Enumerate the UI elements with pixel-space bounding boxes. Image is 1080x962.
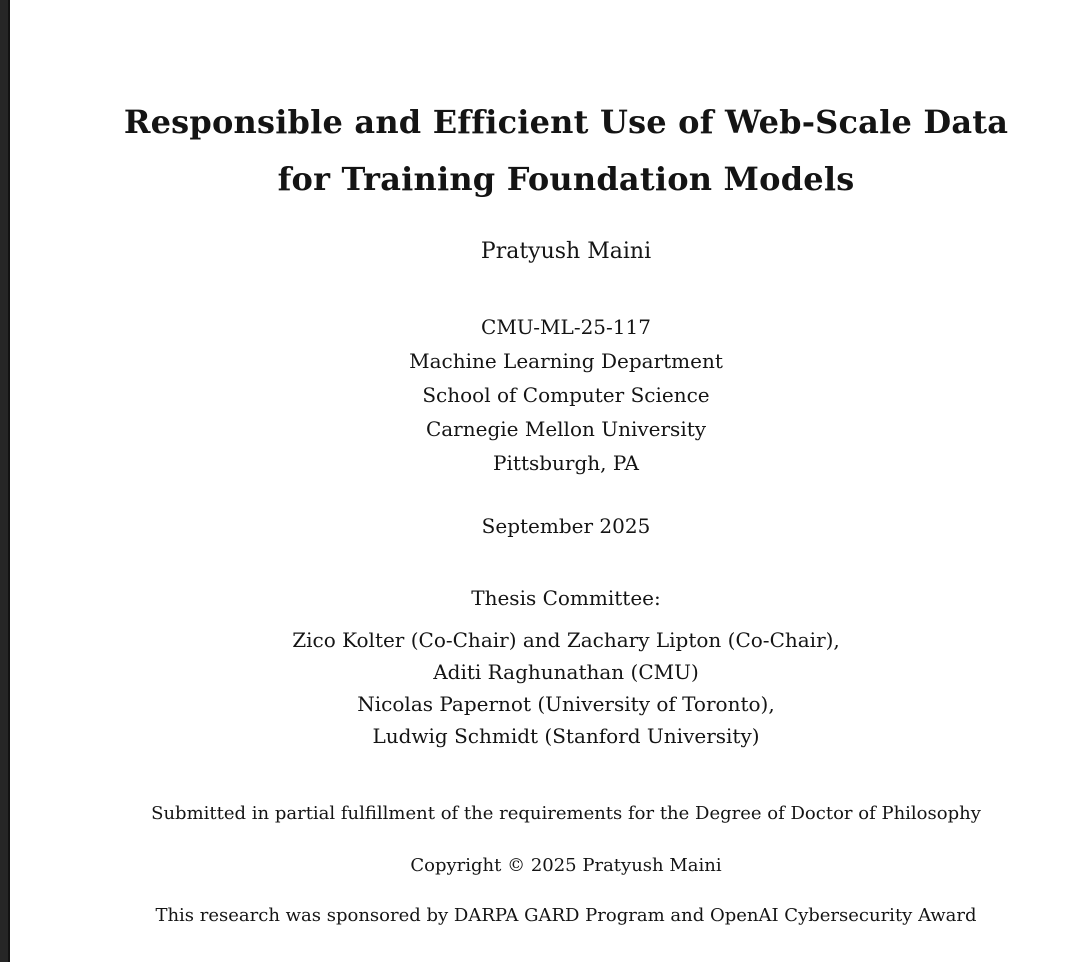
committee-member: Zico Kolter (Co-Chair) and Zachary Lipton (Co-Chair), bbox=[292, 628, 840, 652]
sponsor-acknowledgement: This research was sponsored by DARPA GARD Program and OpenAI Cybersecurity Award bbox=[155, 905, 977, 926]
institution-address-block bbox=[10, 310, 1080, 480]
thesis-title bbox=[10, 94, 1080, 208]
school-name: School of Computer Science bbox=[422, 383, 710, 407]
copyright-notice: Copyright © 2025 Pratyush Maini bbox=[410, 855, 722, 876]
author-name: Pratyush Maini bbox=[480, 239, 652, 264]
committee-member: Nicolas Papernot (University of Toronto), bbox=[357, 692, 775, 716]
committee-heading: Thesis Committee: bbox=[471, 586, 661, 610]
thesis-title-line-1: Responsible and Efficient Use of Web-Scale Data bbox=[123, 103, 1009, 141]
thesis-title-page bbox=[10, 0, 1080, 962]
committee-list bbox=[10, 624, 1080, 752]
submission-statement: Submitted in partial fulfillment of the requirements for the Degree of Doctor of Philosophy bbox=[151, 803, 981, 824]
department-name: Machine Learning Department bbox=[409, 349, 723, 373]
committee-member: Aditi Raghunathan (CMU) bbox=[433, 660, 699, 684]
university-name: Carnegie Mellon University bbox=[425, 417, 707, 441]
committee-member: Ludwig Schmidt (Stanford University) bbox=[372, 724, 760, 748]
pdf-viewer-background-strip bbox=[0, 0, 10, 962]
report-number: CMU-ML-25-117 bbox=[481, 315, 651, 339]
thesis-title-line-2: for Training Foundation Models bbox=[277, 160, 855, 198]
university-location: Pittsburgh, PA bbox=[493, 451, 639, 475]
publication-date: September 2025 bbox=[481, 514, 651, 538]
